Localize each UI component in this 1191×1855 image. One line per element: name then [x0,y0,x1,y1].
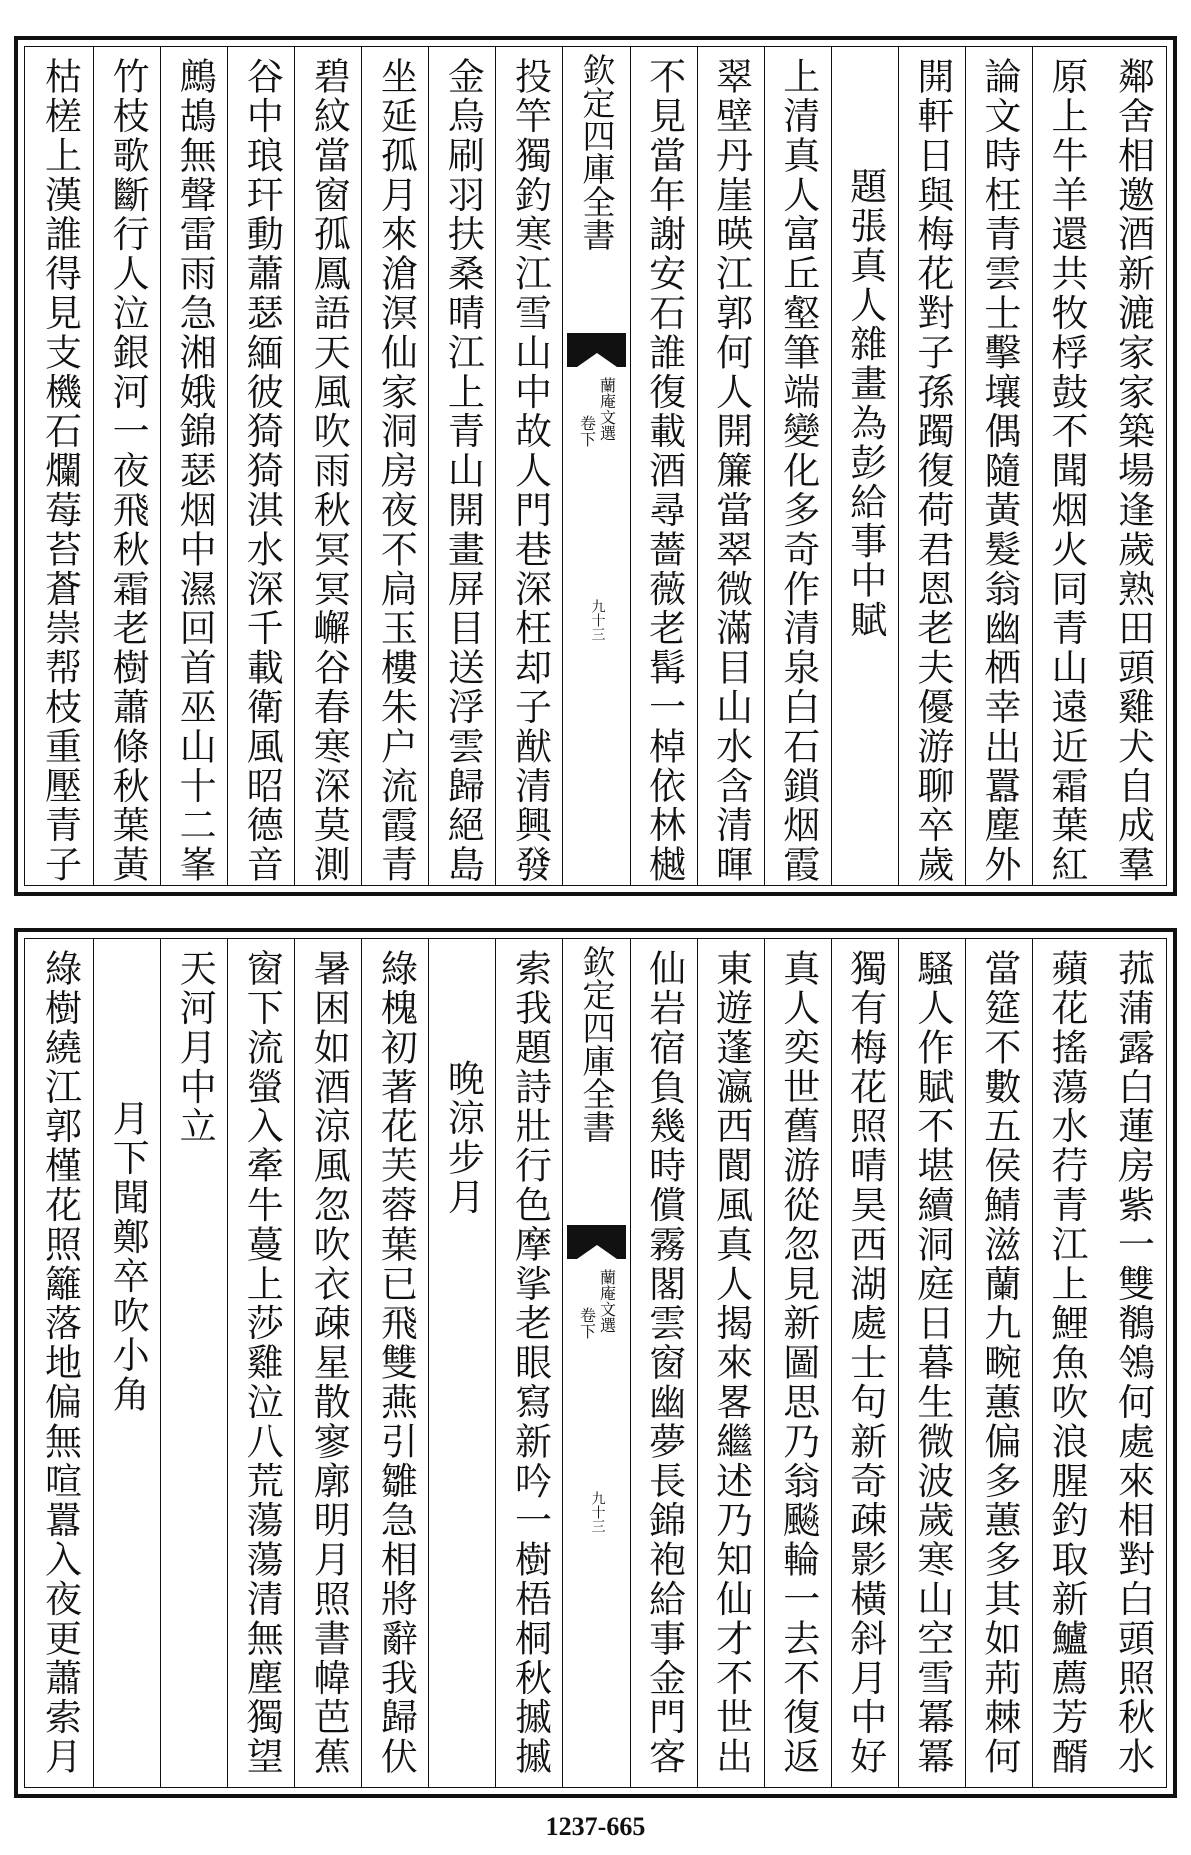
text-column [898,939,965,1787]
column-text: 碧紋當窗孤鳳語天風吹雨秋冥冥嶰谷春寒深莫測 [307,57,351,885]
column-text: 竹枝歌斷行人泣銀河一夜飛秋霜老樹蕭條秋葉黃 [106,57,150,885]
column-text: 原上牛羊還共牧桴鼓不聞烟火同青山遠近霜葉紅 [1044,57,1088,885]
column-text: 天河月中立 [173,949,217,1146]
text-column [428,47,495,885]
column-text: 不見當年謝安石誰復載酒尋薔薇老髯一棹依林樾 [642,57,686,885]
column-text: 窗下流螢入牽牛蔓上莎雞泣八荒蕩蕩清無塵獨望 [240,949,284,1777]
column-text: 暑困如酒涼風忽吹衣疎星散寥廓明月照書幃芭蕉 [307,949,351,1777]
column-text: 綠樹繞江郭槿花照籬落地偏無喧囂入夜更蕭索月 [38,949,82,1777]
text-column [965,47,1032,885]
column-text: 論文時枉青雲士擊壤偶隨黃髮翁幽栖幸出囂塵外 [977,57,1021,885]
column-text: 上清真人富丘壑筆端變化多奇作清泉白石鎖烟霞 [776,57,820,885]
text-column [965,939,1032,1787]
column-text: 金烏刷羽扶桑晴江上青山開畫屏目送浮雲歸絕島 [441,57,485,885]
text-column [93,939,160,1787]
column-text: 坐延孤月來滄溟仙家洞房夜不扃玉樓朱户流霞青 [374,57,418,885]
text-column [160,47,227,885]
fishtail-mark-icon [567,333,625,367]
text-column [227,939,294,1787]
text-column [26,47,93,885]
collection-name: 蘭庵文選 [597,1269,617,1333]
column-text: 仙岩宿負幾時償霧閣雲窗幽夢長錦袍給事金門客 [642,949,686,1777]
collection-name: 蘭庵文選 [597,377,617,441]
fishtail-mark-icon [567,1225,625,1259]
column-text: 題張真人雜畫為彭給事中賦 [843,167,887,640]
top-page [14,36,1177,896]
text-column [764,47,831,885]
center-fold-column [562,939,629,1787]
column-text: 綠槐初著花芙蓉葉已飛雙燕引雛急相將辭我歸伏 [374,949,418,1777]
column-text: 翠壁丹崖暎江郭何人開簾當翠微滿目山水含清暉 [709,57,753,885]
text-column [831,939,898,1787]
text-column [495,939,562,1787]
column-text: 當筵不數五侯鯖滋蘭九畹蕙偏多蕙多其如荊棘何 [977,949,1021,1777]
column-text: 谷中琅玕動蕭瑟緬彼猗猗淇水深千載衛風昭德音 [240,57,284,885]
column-text: 月下聞鄭卒吹小角 [106,1099,150,1415]
text-column [697,47,764,885]
text-column [495,47,562,885]
column-text: 枯槎上漢誰得見支機石爛莓苔蒼崇帮枝重壓青子 [38,57,82,885]
text-column [630,939,697,1787]
folio-number: 九十三 [589,599,606,641]
text-column [294,47,361,885]
text-column [764,939,831,1787]
text-column [1099,47,1166,885]
column-text: 索我題詩壯行色摩挲老眼寫新吟一樹梧桐秋摵摵 [508,949,552,1777]
text-column [630,47,697,885]
volume-number: 卷下 [577,1307,597,1339]
text-column [93,47,160,885]
text-column [227,47,294,885]
column-text: 投竿獨釣寒江雪山中故人門巷深枉却子猷清興發 [508,57,552,885]
text-column [831,47,898,885]
folio-number: 九十三 [589,1491,606,1533]
volume-label [567,377,627,447]
text-column [294,939,361,1787]
library-title: 欽定四庫全書 [577,945,617,1143]
column-text: 騷人作賦不堪續洞庭日暮生微波歲寒山空雪冪冪 [910,949,954,1777]
text-column [1032,47,1099,885]
library-title: 欽定四庫全書 [577,53,617,251]
column-text: 開軒日與梅花對子孫躅復荷君恩老夫優游聊卒歲 [910,57,954,885]
column-text: 鄰舍相邀酒新漉家家築場逢歲熟田頭雞犬自成羣 [1111,57,1155,885]
text-column [26,939,93,1787]
column-text: 晚涼步月 [441,1059,485,1217]
bottom-page [14,928,1177,1798]
column-text: 蘋花搖蕩水荇青江上鯉魚吹浪腥釣取新鱸薦芳醑 [1044,949,1088,1777]
text-column [898,47,965,885]
column-text: 鷓鴣無聲雷雨急湘娥錦瑟烟中濕回首巫山十二峯 [173,57,217,885]
text-column [361,939,428,1787]
text-column [428,939,495,1787]
page-footer-number: 1237-665 [545,1812,646,1841]
column-text: 真人奕世舊游從忽見新圖思乃翁飈輪一去不復返 [776,949,820,1777]
text-column [1032,939,1099,1787]
bottom-page-frame [24,938,1167,1788]
column-text: 東遊蓬瀛西閬風真人揭來畧繼述乃知仙才不世出 [709,949,753,1777]
text-column [697,939,764,1787]
text-column [1099,939,1166,1787]
text-column [361,47,428,885]
center-fold-column [562,47,629,885]
column-text: 獨有梅花照晴昊西湖處士句新奇疎影橫斜月中好 [843,949,887,1777]
volume-number: 卷下 [577,415,597,447]
volume-label [567,1269,627,1339]
text-column [160,939,227,1787]
column-text: 菰蒲露白蓮房紫一雙鶺鴒何處來相對白頭照秋水 [1111,949,1155,1777]
top-page-frame [24,46,1167,886]
